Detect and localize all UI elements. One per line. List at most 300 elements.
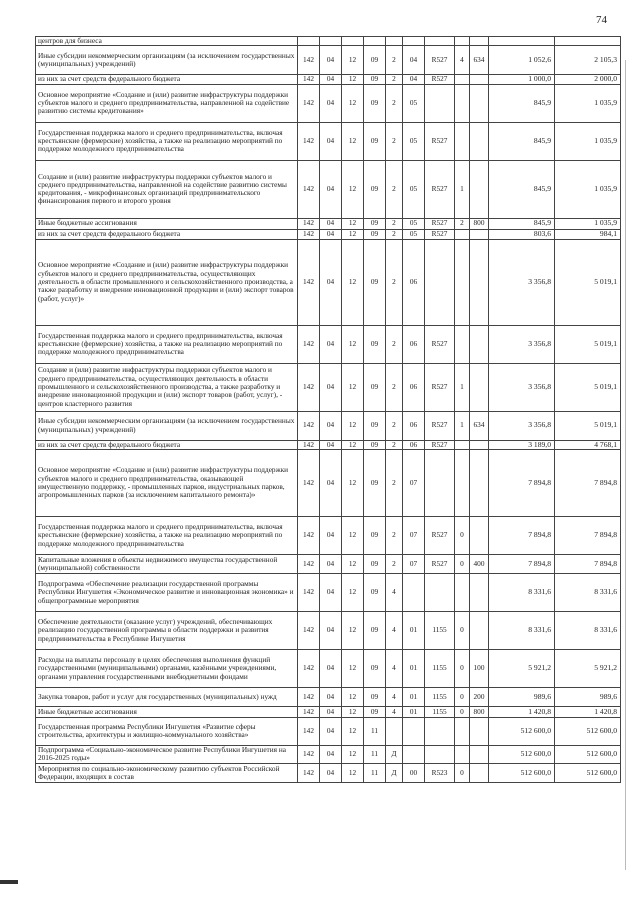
cell-osn: 01 xyxy=(403,611,425,649)
cell-vr: 100 xyxy=(470,649,489,687)
cell-pp: 2 xyxy=(386,160,403,218)
cell-pp: 2 xyxy=(386,75,403,84)
cell-rz: 04 xyxy=(320,122,342,160)
cell-pp: 2 xyxy=(386,554,403,573)
table-row xyxy=(36,218,621,229)
cell-adm xyxy=(298,37,320,46)
cell-gp: 09 xyxy=(364,611,386,649)
cell-sum2: 8 331,6 xyxy=(555,611,621,649)
cell-sum2: 7 894,8 xyxy=(555,449,621,516)
cell-gp: 09 xyxy=(364,325,386,363)
cell-name: Основное мероприятие «Создание и (или) развитие инфраструктуры поддержки субъектов малого и среднего предпринимательства, направленной на содействие развитию системы кредитования» xyxy=(36,84,298,122)
cell-sum1: 7 894,8 xyxy=(489,516,555,554)
cell-vr xyxy=(470,160,489,218)
cell-pr: 12 xyxy=(342,449,364,516)
table-row xyxy=(36,37,621,46)
scan-mark xyxy=(0,880,18,884)
cell-sum2: 512 600,0 xyxy=(555,745,621,763)
cell-gp: 11 xyxy=(364,763,386,782)
cell-ce xyxy=(425,573,455,611)
cell-sum2: 984,1 xyxy=(555,229,621,239)
cell-sum1: 3 356,8 xyxy=(489,239,555,325)
cell-ce-suffix: 1 xyxy=(455,411,470,440)
cell-sum1 xyxy=(489,37,555,46)
cell-vr xyxy=(470,363,489,411)
cell-sum1: 845,9 xyxy=(489,84,555,122)
cell-rz: 04 xyxy=(320,84,342,122)
cell-vr xyxy=(470,440,489,449)
table-row xyxy=(36,239,621,325)
cell-adm: 142 xyxy=(298,706,320,717)
cell-adm: 142 xyxy=(298,160,320,218)
cell-pp: 2 xyxy=(386,84,403,122)
cell-sum1: 3 189,0 xyxy=(489,440,555,449)
cell-gp: 09 xyxy=(364,554,386,573)
cell-sum1: 1 420,8 xyxy=(489,706,555,717)
cell-pp: 2 xyxy=(386,411,403,440)
cell-ce: R527 xyxy=(425,363,455,411)
table-row xyxy=(36,411,621,440)
cell-osn: 01 xyxy=(403,706,425,717)
cell-sum1: 512 600,0 xyxy=(489,763,555,782)
cell-name: Государственная поддержка малого и среднего предпринимательства, включая крестьянские (фермерские) хозяйства, а также на реализацию мероприятий по поддержке молодежного предпринимательства xyxy=(36,122,298,160)
cell-gp: 09 xyxy=(364,84,386,122)
table-row xyxy=(36,516,621,554)
cell-ce-suffix: 0 xyxy=(455,706,470,717)
cell-osn: 07 xyxy=(403,516,425,554)
cell-ce-suffix: 0 xyxy=(455,649,470,687)
table-row xyxy=(36,573,621,611)
cell-ce-suffix xyxy=(455,84,470,122)
budget-table xyxy=(35,36,621,783)
cell-ce: R527 xyxy=(425,229,455,239)
cell-pr: 12 xyxy=(342,363,364,411)
cell-rz: 04 xyxy=(320,763,342,782)
cell-osn: 04 xyxy=(403,46,425,75)
cell-ce xyxy=(425,717,455,745)
cell-pp: 2 xyxy=(386,325,403,363)
cell-name: из них за счет средств федерального бюджета xyxy=(36,229,298,239)
table-row xyxy=(36,229,621,239)
cell-osn: 06 xyxy=(403,440,425,449)
cell-vr xyxy=(470,229,489,239)
table-row xyxy=(36,611,621,649)
cell-ce-suffix xyxy=(455,75,470,84)
cell-vr xyxy=(470,763,489,782)
cell-pr: 12 xyxy=(342,411,364,440)
cell-pr xyxy=(342,37,364,46)
cell-ce: R527 xyxy=(425,218,455,229)
cell-gp: 09 xyxy=(364,239,386,325)
cell-gp: 09 xyxy=(364,449,386,516)
cell-pr: 12 xyxy=(342,75,364,84)
cell-adm: 142 xyxy=(298,75,320,84)
cell-pr: 12 xyxy=(342,160,364,218)
cell-gp: 11 xyxy=(364,745,386,763)
cell-osn: 01 xyxy=(403,649,425,687)
cell-sum2: 5 019,1 xyxy=(555,239,621,325)
page-number: 74 xyxy=(596,14,607,26)
cell-adm: 142 xyxy=(298,717,320,745)
cell-vr xyxy=(470,449,489,516)
table-row xyxy=(36,440,621,449)
cell-gp: 09 xyxy=(364,229,386,239)
cell-sum1: 3 356,8 xyxy=(489,325,555,363)
cell-osn xyxy=(403,573,425,611)
cell-name: Иные субсидии некоммерческим организациям (за исключением государственных (муниципальных) учреждений) xyxy=(36,46,298,75)
cell-adm: 142 xyxy=(298,763,320,782)
cell-ce-suffix: 0 xyxy=(455,763,470,782)
cell-name: Подпрограмма «Социально-экономическое развитие Республики Ингушетия на 2016-2025 годы» xyxy=(36,745,298,763)
cell-pr: 12 xyxy=(342,239,364,325)
cell-sum1: 1 052,6 xyxy=(489,46,555,75)
table-row xyxy=(36,449,621,516)
cell-adm: 142 xyxy=(298,554,320,573)
cell-vr xyxy=(470,717,489,745)
cell-ce xyxy=(425,239,455,325)
cell-sum2: 512 600,0 xyxy=(555,717,621,745)
cell-ce: 1155 xyxy=(425,687,455,706)
cell-pr: 12 xyxy=(342,516,364,554)
cell-osn xyxy=(403,745,425,763)
cell-pp: 4 xyxy=(386,611,403,649)
table-row xyxy=(36,649,621,687)
cell-gp: 09 xyxy=(364,411,386,440)
cell-rz: 04 xyxy=(320,75,342,84)
table-row xyxy=(36,75,621,84)
cell-sum2: 1 035,9 xyxy=(555,218,621,229)
cell-sum2: 2 105,3 xyxy=(555,46,621,75)
cell-sum2: 7 894,8 xyxy=(555,516,621,554)
cell-vr xyxy=(470,84,489,122)
cell-osn: 05 xyxy=(403,218,425,229)
cell-sum2: 5 921,2 xyxy=(555,649,621,687)
cell-sum1: 5 921,2 xyxy=(489,649,555,687)
cell-osn: 07 xyxy=(403,449,425,516)
cell-osn: 07 xyxy=(403,554,425,573)
cell-vr xyxy=(470,516,489,554)
cell-ce: R527 xyxy=(425,411,455,440)
cell-pp: 2 xyxy=(386,229,403,239)
cell-vr xyxy=(470,122,489,160)
cell-ce-suffix: 1 xyxy=(455,160,470,218)
cell-vr: 200 xyxy=(470,687,489,706)
cell-ce xyxy=(425,745,455,763)
cell-pp: 4 xyxy=(386,649,403,687)
cell-pp: 2 xyxy=(386,440,403,449)
scan-edge-line xyxy=(625,60,626,870)
cell-pp: 4 xyxy=(386,687,403,706)
cell-rz: 04 xyxy=(320,449,342,516)
cell-ce: R527 xyxy=(425,554,455,573)
cell-osn: 05 xyxy=(403,84,425,122)
cell-pr: 12 xyxy=(342,611,364,649)
cell-rz: 04 xyxy=(320,411,342,440)
cell-adm: 142 xyxy=(298,239,320,325)
cell-pp xyxy=(386,717,403,745)
cell-ce: R527 xyxy=(425,122,455,160)
cell-name: Закупка товаров, работ и услуг для государственных (муниципальных) нужд xyxy=(36,687,298,706)
cell-rz: 04 xyxy=(320,573,342,611)
cell-ce: 1155 xyxy=(425,706,455,717)
cell-vr: 800 xyxy=(470,218,489,229)
cell-adm: 142 xyxy=(298,745,320,763)
cell-pr: 12 xyxy=(342,717,364,745)
cell-name: из них за счет средств федерального бюджета xyxy=(36,75,298,84)
cell-vr: 634 xyxy=(470,411,489,440)
cell-gp: 09 xyxy=(364,160,386,218)
cell-pr: 12 xyxy=(342,84,364,122)
cell-pp: 2 xyxy=(386,46,403,75)
cell-gp: 09 xyxy=(364,46,386,75)
cell-adm: 142 xyxy=(298,649,320,687)
table-row xyxy=(36,46,621,75)
cell-adm: 142 xyxy=(298,687,320,706)
cell-osn xyxy=(403,717,425,745)
cell-pr: 12 xyxy=(342,229,364,239)
cell-sum1: 512 600,0 xyxy=(489,745,555,763)
cell-pr: 12 xyxy=(342,218,364,229)
cell-sum1: 3 356,8 xyxy=(489,363,555,411)
cell-sum1: 989,6 xyxy=(489,687,555,706)
cell-pp: Д xyxy=(386,745,403,763)
cell-gp: 09 xyxy=(364,440,386,449)
cell-name: Капитальные вложения в объекты недвижимого имущества государственной (муниципальной) собственности xyxy=(36,554,298,573)
cell-adm: 142 xyxy=(298,411,320,440)
cell-ce-suffix: 0 xyxy=(455,516,470,554)
cell-sum2: 5 019,1 xyxy=(555,325,621,363)
cell-ce-suffix xyxy=(455,449,470,516)
cell-name: Основное мероприятие «Создание и (или) развитие инфраструктуры поддержки субъектов малого и среднего предпринимательства, оказывающей имущественную поддержку, - промышленных парков, индустриальных парков, агропромышленных парков (за исключением капитального ремонта)» xyxy=(36,449,298,516)
cell-pr: 12 xyxy=(342,573,364,611)
cell-rz: 04 xyxy=(320,611,342,649)
table-row xyxy=(36,363,621,411)
cell-pp xyxy=(386,37,403,46)
cell-name: Государственная поддержка малого и среднего предпринимательства, включая крестьянские (фермерские) хозяйства, а также на реализацию мероприятий по поддержке молодежного предпринимательства xyxy=(36,516,298,554)
cell-sum2: 4 768,1 xyxy=(555,440,621,449)
table-row xyxy=(36,84,621,122)
cell-pp: 2 xyxy=(386,239,403,325)
cell-ce-suffix xyxy=(455,239,470,325)
cell-sum2: 1 420,8 xyxy=(555,706,621,717)
cell-name: Иные субсидии некоммерческим организациям (за исключением государственных (муниципальных) учреждений) xyxy=(36,411,298,440)
cell-rz: 04 xyxy=(320,440,342,449)
cell-rz: 04 xyxy=(320,239,342,325)
table-row xyxy=(36,122,621,160)
table-row xyxy=(36,706,621,717)
cell-gp: 09 xyxy=(364,573,386,611)
cell-osn: 05 xyxy=(403,229,425,239)
cell-osn: 06 xyxy=(403,239,425,325)
cell-ce-suffix xyxy=(455,229,470,239)
table-row xyxy=(36,745,621,763)
cell-vr xyxy=(470,325,489,363)
cell-ce-suffix xyxy=(455,325,470,363)
cell-ce-suffix xyxy=(455,717,470,745)
cell-name: Подпрограмма «Обеспечение реализации государственной программы Республики Ингушетия «Экономическое развитие и инновационная экономика» и общепрограммные мероприятия xyxy=(36,573,298,611)
table-row xyxy=(36,554,621,573)
cell-ce-suffix: 2 xyxy=(455,218,470,229)
cell-name: Иные бюджетные ассигнования xyxy=(36,218,298,229)
cell-adm: 142 xyxy=(298,84,320,122)
cell-ce-suffix xyxy=(455,122,470,160)
cell-sum2 xyxy=(555,37,621,46)
cell-pr: 12 xyxy=(342,745,364,763)
cell-sum2: 8 331,6 xyxy=(555,573,621,611)
cell-ce-suffix: 1 xyxy=(455,363,470,411)
cell-name: Создание и (или) развитие инфраструктуры поддержки субъектов малого и среднего предпринимательства, осуществляющих деятельность в области промышленного и сельскохозяйственного производства, а также разработку и внедрение инновационной продукции и (или) экспорт товаров (работ, услуг), - центров кластерного развития xyxy=(36,363,298,411)
cell-sum2: 7 894,8 xyxy=(555,554,621,573)
cell-name: центров для бизнеса xyxy=(36,37,298,46)
cell-pp: 2 xyxy=(386,218,403,229)
cell-adm: 142 xyxy=(298,449,320,516)
cell-name: Основное мероприятие «Создание и (или) развитие инфраструктуры поддержки субъектов малого и среднего предпринимательства, осуществляющих деятельность в области промышленного и сельскохозяйственного производства, а также разработку и внедрение инновационной продукции и (или) экспорт товаров (работ, услуг)» xyxy=(36,239,298,325)
cell-ce xyxy=(425,37,455,46)
cell-rz: 04 xyxy=(320,687,342,706)
table-row xyxy=(36,160,621,218)
cell-name: Государственная программа Республики Ингушетия «Развитие сферы строительства, архитектуры и жилищно-коммунального хозяйства» xyxy=(36,717,298,745)
cell-gp: 09 xyxy=(364,363,386,411)
cell-sum2: 989,6 xyxy=(555,687,621,706)
table-row xyxy=(36,717,621,745)
cell-sum1: 845,9 xyxy=(489,160,555,218)
cell-sum2: 512 600,0 xyxy=(555,763,621,782)
cell-adm: 142 xyxy=(298,325,320,363)
cell-adm: 142 xyxy=(298,229,320,239)
cell-name: Иные бюджетные ассигнования xyxy=(36,706,298,717)
cell-ce: R527 xyxy=(425,75,455,84)
cell-osn: 05 xyxy=(403,122,425,160)
cell-vr: 800 xyxy=(470,706,489,717)
cell-sum1: 3 356,8 xyxy=(489,411,555,440)
cell-sum1: 845,9 xyxy=(489,122,555,160)
cell-pp: 4 xyxy=(386,706,403,717)
cell-ce: R527 xyxy=(425,516,455,554)
cell-gp: 09 xyxy=(364,687,386,706)
cell-ce: R523 xyxy=(425,763,455,782)
cell-adm: 142 xyxy=(298,573,320,611)
cell-name: Создание и (или) развитие инфраструктуры поддержки субъектов малого и среднего предпринимательства, направленной на содействие развитию системы кредитования, - микрофинансовых организаций предпринимательского финансирования первого и второго уровня xyxy=(36,160,298,218)
cell-pr: 12 xyxy=(342,763,364,782)
cell-sum1: 7 894,8 xyxy=(489,554,555,573)
cell-gp: 09 xyxy=(364,649,386,687)
cell-pp: 2 xyxy=(386,449,403,516)
cell-pp: 2 xyxy=(386,516,403,554)
cell-pr: 12 xyxy=(342,554,364,573)
cell-ce-suffix xyxy=(455,440,470,449)
cell-gp xyxy=(364,37,386,46)
cell-rz: 04 xyxy=(320,706,342,717)
cell-vr xyxy=(470,745,489,763)
cell-sum2: 1 035,9 xyxy=(555,160,621,218)
cell-sum1: 7 894,8 xyxy=(489,449,555,516)
cell-osn: 04 xyxy=(403,75,425,84)
cell-osn: 00 xyxy=(403,763,425,782)
cell-pp: 2 xyxy=(386,363,403,411)
cell-adm: 142 xyxy=(298,218,320,229)
cell-ce xyxy=(425,449,455,516)
cell-ce: 1155 xyxy=(425,649,455,687)
cell-osn: 06 xyxy=(403,411,425,440)
cell-vr xyxy=(470,611,489,649)
cell-adm: 142 xyxy=(298,46,320,75)
cell-ce: 1155 xyxy=(425,611,455,649)
cell-rz: 04 xyxy=(320,516,342,554)
cell-gp: 09 xyxy=(364,516,386,554)
cell-ce: R527 xyxy=(425,325,455,363)
cell-sum2: 2 000,0 xyxy=(555,75,621,84)
cell-vr xyxy=(470,37,489,46)
cell-gp: 11 xyxy=(364,717,386,745)
cell-gp: 09 xyxy=(364,706,386,717)
cell-adm: 142 xyxy=(298,363,320,411)
table-row xyxy=(36,325,621,363)
cell-rz: 04 xyxy=(320,717,342,745)
cell-rz: 04 xyxy=(320,218,342,229)
cell-vr xyxy=(470,573,489,611)
cell-sum2: 5 019,1 xyxy=(555,411,621,440)
cell-pr: 12 xyxy=(342,706,364,717)
cell-rz: 04 xyxy=(320,325,342,363)
cell-ce: R527 xyxy=(425,440,455,449)
cell-ce xyxy=(425,84,455,122)
cell-vr: 634 xyxy=(470,46,489,75)
cell-sum1: 8 331,6 xyxy=(489,573,555,611)
cell-pr: 12 xyxy=(342,325,364,363)
cell-ce-suffix: 0 xyxy=(455,687,470,706)
table-row xyxy=(36,687,621,706)
cell-pr: 12 xyxy=(342,649,364,687)
cell-sum2: 1 035,9 xyxy=(555,84,621,122)
cell-vr xyxy=(470,239,489,325)
cell-sum1: 845,9 xyxy=(489,218,555,229)
cell-ce-suffix: 0 xyxy=(455,554,470,573)
cell-osn: 05 xyxy=(403,160,425,218)
cell-ce-suffix xyxy=(455,37,470,46)
cell-adm: 142 xyxy=(298,516,320,554)
cell-rz: 04 xyxy=(320,649,342,687)
cell-name: Мероприятия по социально-экономическому развитию субъектов Российской Федерации, входящих в состав xyxy=(36,763,298,782)
cell-sum1: 803,6 xyxy=(489,229,555,239)
cell-gp: 09 xyxy=(364,122,386,160)
cell-pr: 12 xyxy=(342,46,364,75)
cell-sum1: 512 600,0 xyxy=(489,717,555,745)
cell-rz: 04 xyxy=(320,554,342,573)
cell-vr: 400 xyxy=(470,554,489,573)
cell-pp: Д xyxy=(386,763,403,782)
cell-gp: 09 xyxy=(364,218,386,229)
cell-rz: 04 xyxy=(320,745,342,763)
cell-ce: R527 xyxy=(425,46,455,75)
cell-sum2: 1 035,9 xyxy=(555,122,621,160)
cell-ce-suffix: 0 xyxy=(455,611,470,649)
cell-rz xyxy=(320,37,342,46)
cell-ce: R527 xyxy=(425,160,455,218)
cell-rz: 04 xyxy=(320,363,342,411)
cell-osn: 06 xyxy=(403,325,425,363)
cell-ce-suffix xyxy=(455,745,470,763)
cell-osn xyxy=(403,37,425,46)
cell-ce-suffix: 4 xyxy=(455,46,470,75)
cell-rz: 04 xyxy=(320,229,342,239)
cell-rz: 04 xyxy=(320,46,342,75)
cell-adm: 142 xyxy=(298,611,320,649)
cell-rz: 04 xyxy=(320,160,342,218)
cell-osn: 01 xyxy=(403,687,425,706)
cell-sum1: 8 331,6 xyxy=(489,611,555,649)
cell-pp: 2 xyxy=(386,122,403,160)
cell-osn: 06 xyxy=(403,363,425,411)
